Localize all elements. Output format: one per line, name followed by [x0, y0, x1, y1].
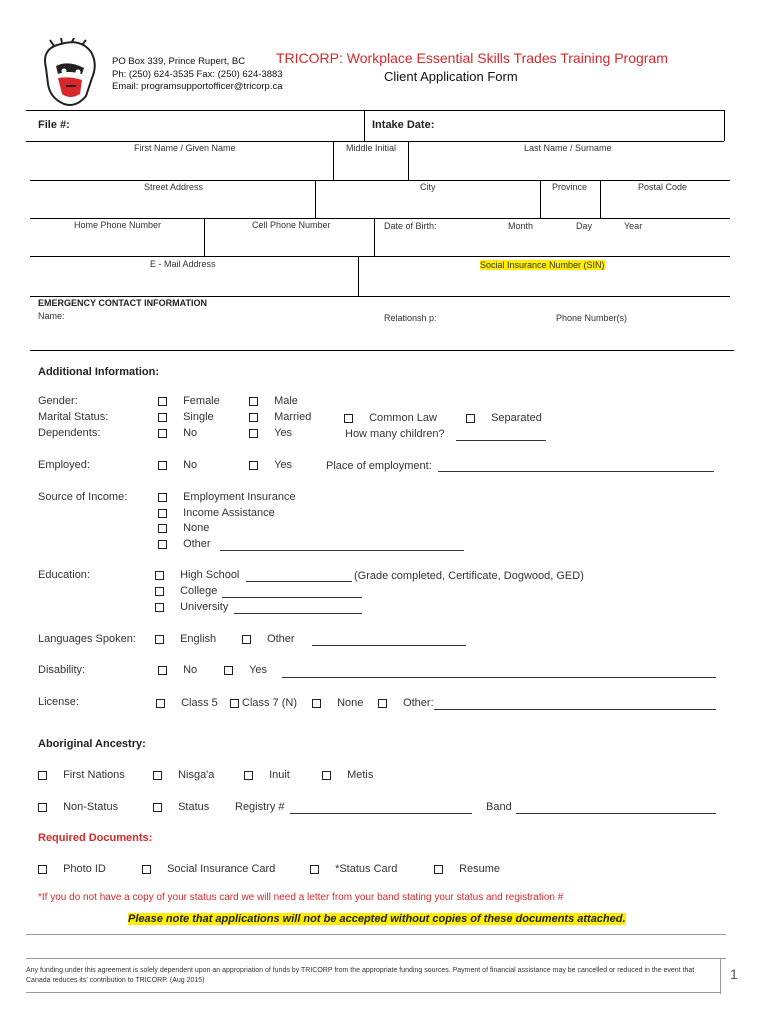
doc-sin-card-checkbox[interactable]: Social Insurance Card [142, 863, 275, 875]
dob-month-field[interactable]: Month [508, 221, 534, 231]
band-field[interactable] [516, 813, 716, 814]
checkbox-icon [242, 635, 251, 644]
rule [358, 256, 359, 296]
ancestry-metis-checkbox[interactable]: Metis [322, 769, 373, 781]
checkbox-icon [156, 699, 165, 708]
income-ei-checkbox[interactable]: Employment Insurance [158, 491, 296, 503]
form-subtitle: Client Application Form [384, 69, 518, 84]
checkbox-icon [158, 413, 167, 422]
checkbox-icon [38, 865, 47, 874]
gender-label: Gender: [38, 395, 78, 407]
marital-married-checkbox[interactable]: Married [249, 411, 311, 423]
license-none-checkbox[interactable]: None [312, 697, 363, 709]
income-other-checkbox[interactable]: Other [158, 538, 211, 550]
checkbox-icon [158, 429, 167, 438]
edu-college-checkbox[interactable]: College [155, 585, 217, 597]
disability-field[interactable] [282, 677, 716, 678]
checkbox-icon [155, 603, 164, 612]
ancestry-heading: Aboriginal Ancestry: [38, 738, 146, 750]
checkbox-icon [153, 771, 162, 780]
dob-label: Date of Birth: [384, 221, 437, 231]
income-other-field[interactable] [220, 550, 464, 551]
license-other-checkbox[interactable]: Other: [378, 697, 434, 709]
registry-field[interactable] [290, 813, 472, 814]
doc-photo-id-checkbox[interactable]: Photo ID [38, 863, 106, 875]
address-line: PO Box 339, Prince Rupert, BC [112, 56, 246, 67]
checkbox-icon [322, 771, 331, 780]
employed-yes-checkbox[interactable]: Yes [249, 459, 292, 471]
disability-yes-checkbox[interactable]: Yes [224, 664, 267, 676]
license-class5-checkbox[interactable]: Class 5 [156, 697, 218, 709]
college-field[interactable] [222, 597, 362, 598]
gender-female-checkbox[interactable]: Female [158, 395, 220, 407]
dependents-no-checkbox[interactable]: No [158, 427, 197, 439]
disability-label: Disability: [38, 664, 86, 676]
checkbox-icon [312, 699, 321, 708]
rule [30, 180, 730, 181]
gender-male-checkbox[interactable]: Male [249, 395, 298, 407]
org-contact [112, 56, 283, 94]
checkbox-icon [466, 414, 475, 423]
rule [26, 110, 724, 111]
emergency-phone-field[interactable]: Phone Number(s) [556, 313, 628, 323]
form-title: TRICORP: Workplace Essential Skills Trades Training Program [276, 50, 668, 66]
checkbox-icon [155, 571, 164, 580]
ancestry-status-checkbox[interactable]: Status [153, 801, 209, 813]
rule [600, 180, 601, 219]
edu-university-checkbox[interactable]: University [155, 601, 228, 613]
children-count-field[interactable] [456, 440, 546, 441]
checkbox-icon [153, 803, 162, 812]
checkbox-icon [158, 493, 167, 502]
checkbox-icon [434, 865, 443, 874]
rule [30, 350, 734, 351]
rule [26, 958, 726, 959]
checkbox-icon [142, 865, 151, 874]
checkbox-icon [378, 699, 387, 708]
ancestry-non-status-checkbox[interactable]: Non-Status [38, 801, 118, 813]
license-class7-checkbox[interactable]: Class 7 (N) [230, 697, 297, 709]
home-phone-field[interactable]: Home Phone Number [74, 220, 162, 230]
checkbox-icon [158, 666, 167, 675]
tricorp-logo [36, 38, 102, 110]
ancestry-nisgaa-checkbox[interactable]: Nisga'a [153, 769, 214, 781]
last-name-field[interactable]: Last Name / Surname [524, 143, 612, 153]
checkbox-icon [38, 803, 47, 812]
email-field[interactable]: E - Mail Address [150, 259, 216, 269]
checkbox-icon [249, 413, 258, 422]
registry-label: Registry # [235, 801, 285, 813]
page-number: 1 [730, 966, 738, 982]
dob-day-field[interactable]: Day [576, 221, 593, 231]
university-field[interactable] [234, 613, 362, 614]
emergency-name-field[interactable]: Name: [38, 311, 65, 321]
email-line: Email: programsupportofficer@tricorp.ca [112, 81, 283, 92]
checkbox-icon [230, 699, 239, 708]
checkbox-icon [249, 461, 258, 470]
checkbox-icon [224, 666, 233, 675]
high-school-field[interactable] [246, 581, 352, 582]
rule [30, 256, 730, 257]
marital-single-checkbox[interactable]: Single [158, 411, 214, 423]
required-documents-heading: Required Documents: [38, 832, 153, 844]
place-of-employment-label: Place of employment: [326, 460, 432, 472]
doc-status-card-checkbox[interactable]: *Status Card [310, 863, 397, 875]
rule [374, 218, 375, 256]
band-label: Band [486, 801, 512, 813]
city-field[interactable]: City [420, 182, 436, 192]
checkbox-icon [158, 509, 167, 518]
additional-info-heading: Additional Information: [38, 366, 159, 378]
rule [364, 110, 365, 141]
dob-year-field[interactable]: Year [624, 221, 643, 231]
checkbox-icon [38, 771, 47, 780]
high-school-note: (Grade completed, Certificate, Dogwood, GED) [354, 570, 584, 582]
education-label: Education: [38, 569, 90, 581]
disability-no-checkbox[interactable]: No [158, 664, 197, 676]
phone-line: Ph: (250) 624-3535 Fax: (250) 624-3883 [112, 68, 283, 80]
license-other-field[interactable] [434, 709, 716, 710]
edu-high-school-checkbox[interactable]: High School [155, 569, 239, 581]
languages-label: Languages Spoken: [38, 633, 136, 645]
checkbox-icon [310, 865, 319, 874]
rule [26, 934, 726, 935]
rule [26, 992, 720, 993]
children-count-label: How many children? [345, 428, 445, 440]
rule [30, 218, 730, 219]
lang-other-field[interactable] [312, 645, 466, 646]
rule [724, 110, 725, 141]
checkbox-icon [155, 587, 164, 596]
lang-english-checkbox[interactable]: English [155, 633, 216, 645]
marital-common-law-checkbox[interactable]: Common Law [344, 412, 437, 424]
rule [30, 296, 730, 297]
intake-date-label: Intake Date: [372, 119, 435, 131]
checkbox-icon [155, 635, 164, 644]
rule [26, 141, 724, 142]
province-field[interactable]: Province [552, 182, 588, 192]
checkbox-icon [244, 771, 253, 780]
rule [540, 180, 541, 219]
emergency-heading: EMERGENCY CONTACT INFORMATION [38, 298, 207, 308]
status-card-note: *If you do not have a copy of your status card we will need a letter from your band stating your status and registration # [38, 892, 564, 903]
rule [408, 141, 409, 181]
checkbox-icon [158, 540, 167, 549]
dependents-yes-checkbox[interactable]: Yes [249, 427, 292, 439]
place-of-employment-field[interactable] [438, 471, 714, 472]
sin-field[interactable]: Social Insurance Number (SIN) [480, 260, 605, 270]
checkbox-icon [249, 397, 258, 406]
marital-separated-checkbox[interactable]: Separated [466, 412, 542, 424]
ancestry-inuit-checkbox[interactable]: Inuit [244, 769, 290, 781]
marital-status-label: Marital Status: [38, 411, 109, 423]
rule [333, 141, 334, 181]
rule [720, 958, 721, 994]
employed-label: Employed: [38, 459, 90, 471]
cell-phone-field[interactable]: Cell Phone Number [252, 220, 331, 230]
documents-warning: Please note that applications will not be accepted without copies of these documents attached. [128, 913, 626, 925]
emergency-relationship-field[interactable]: Relationsh p: [384, 313, 437, 323]
checkbox-icon [344, 414, 353, 423]
rule [315, 180, 316, 219]
first-name-field[interactable]: First Name / Given Name [134, 143, 236, 153]
doc-resume-checkbox[interactable]: Resume [434, 863, 500, 875]
checkbox-icon [158, 524, 167, 533]
license-label: License: [38, 696, 79, 708]
income-none-checkbox[interactable]: None [158, 522, 209, 534]
postal-code-field[interactable]: Postal Code [638, 182, 688, 192]
employed-no-checkbox[interactable]: No [158, 459, 197, 471]
dependents-label: Dependents: [38, 427, 101, 439]
lang-other-checkbox[interactable]: Other [242, 633, 295, 645]
checkbox-icon [249, 429, 258, 438]
middle-initial-field[interactable]: Middle Initial [346, 143, 397, 153]
income-ia-checkbox[interactable]: Income Assistance [158, 507, 275, 519]
ancestry-first-nations-checkbox[interactable]: First Nations [38, 769, 125, 781]
file-number-label: File #: [38, 119, 70, 131]
street-address-field[interactable]: Street Address [144, 182, 204, 192]
income-source-label: Source of Income: [38, 491, 128, 503]
checkbox-icon [158, 397, 167, 406]
checkbox-icon [158, 461, 167, 470]
funding-disclaimer: Any funding under this agreement is solely dependent upon an appropriation of funds by TRICORP from the appropriate funding sources. Payment of financial assistance may be cancelled or reduced in the event that Canada reduces its' contribution to TRICORP. (Aug 2015) [26, 967, 695, 984]
rule [204, 218, 205, 256]
